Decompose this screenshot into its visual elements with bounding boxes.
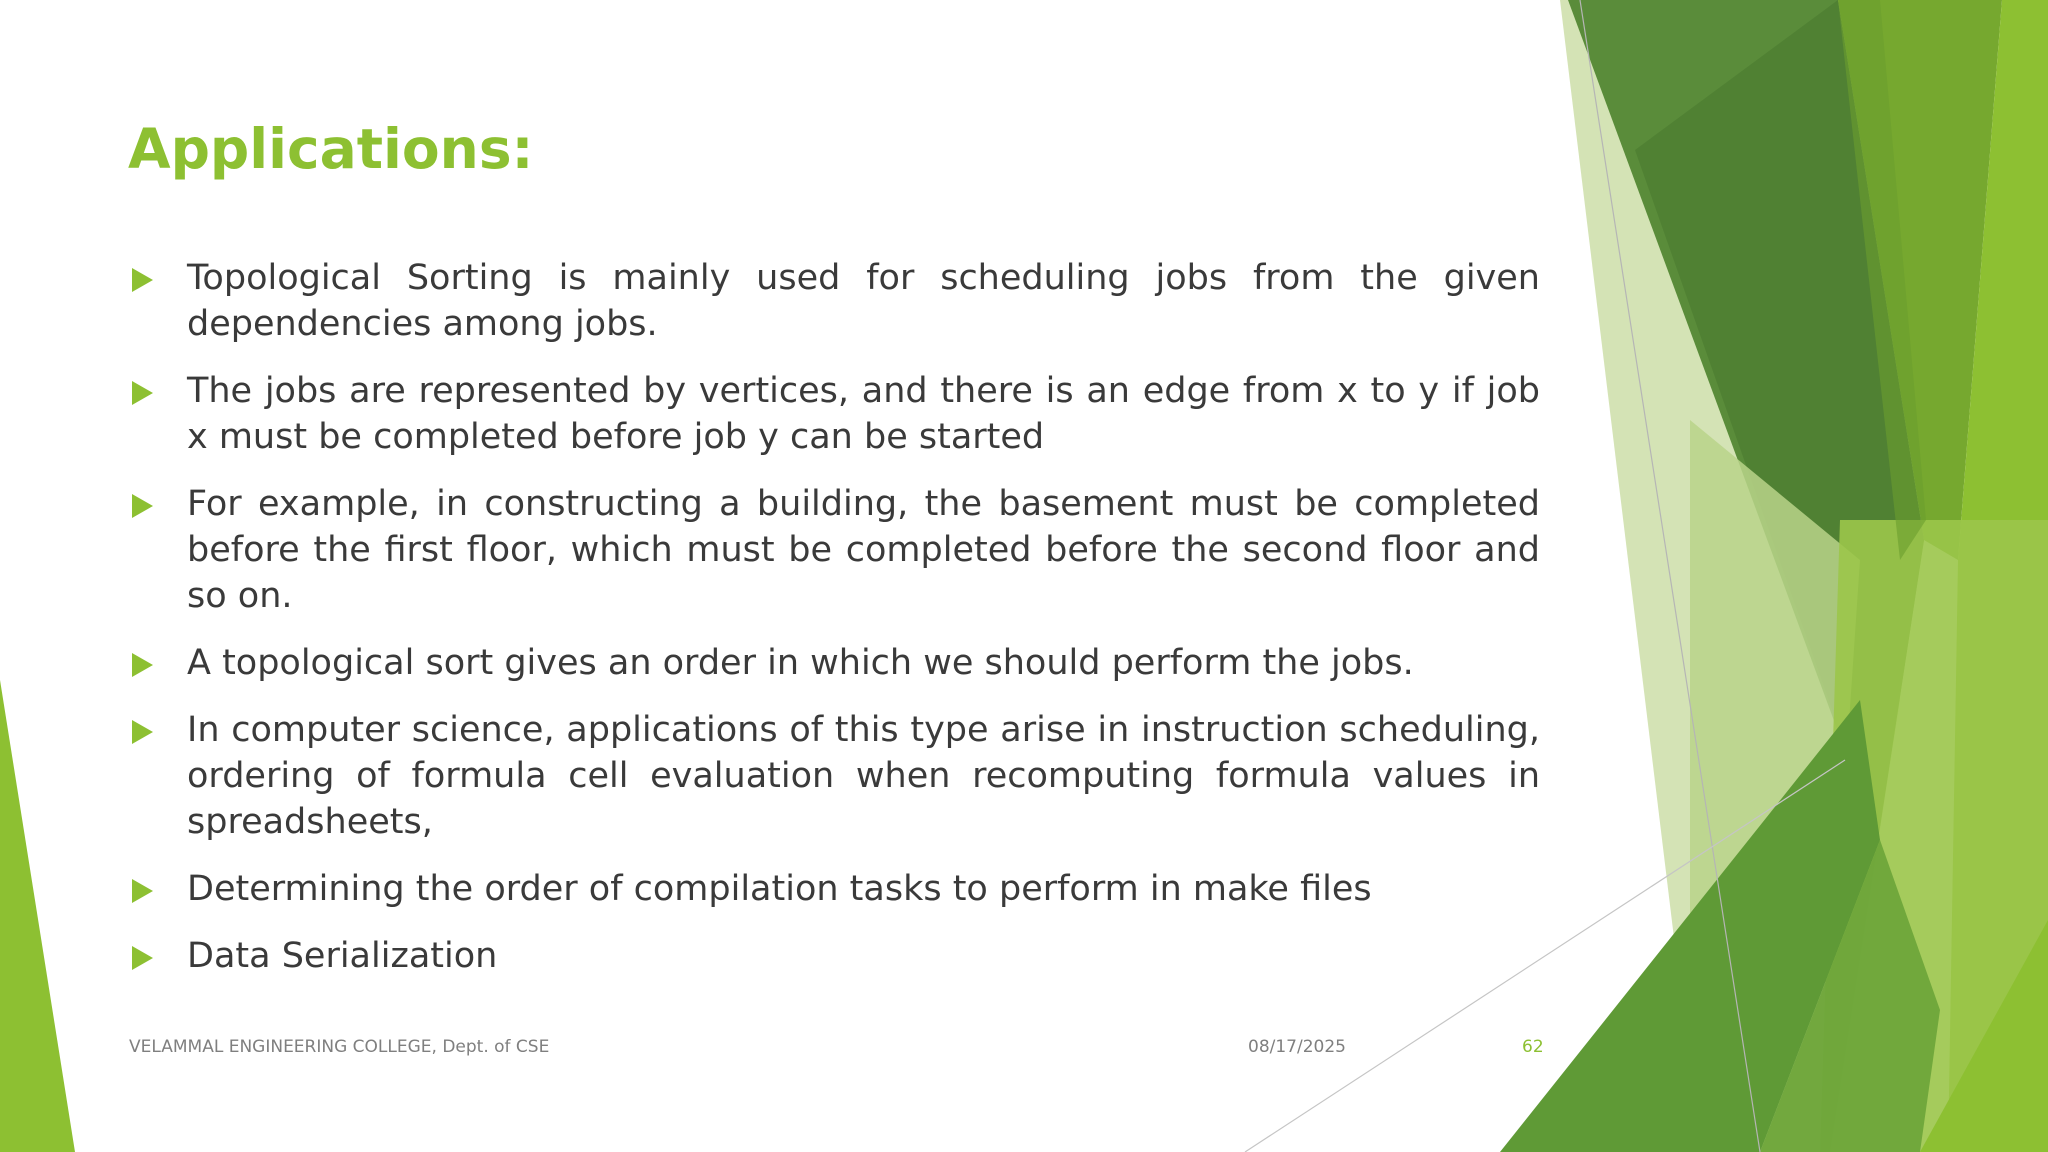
triangle-bullet-icon [132, 946, 153, 970]
triangle-bullet-icon [132, 268, 153, 292]
bullet-item [128, 255, 1540, 347]
bullet-list [128, 255, 1540, 1000]
bullet-text: Topological Sorting is mainly used for scheduling jobs from the given dependencies among jobs. [187, 258, 1540, 344]
triangle-bullet-icon [132, 879, 153, 903]
triangle-bullet-icon [132, 381, 153, 405]
slide-number: 62 [1522, 1037, 1544, 1057]
slide-title: Applications: [128, 117, 534, 181]
bullet-item [128, 866, 1540, 912]
bullet-item [128, 933, 1540, 979]
bullet-item [128, 707, 1540, 845]
bullet-text: In computer science, applications of this type arise in instruction scheduling, ordering of formula cell evaluation when recomputing formula values in spreadsheets, [187, 710, 1540, 842]
footer-date: 08/17/2025 [1248, 1037, 1346, 1057]
bullet-text: Determining the order of compilation tasks to perform in make files [187, 869, 1372, 909]
bullet-text: For example, in constructing a building, the basement must be completed before the first floor, which must be completed before the second floor and so on. [187, 484, 1540, 616]
left-facet [0, 680, 75, 1152]
triangle-bullet-icon [132, 720, 153, 744]
bullet-text: A topological sort gives an order in which we should perform the jobs. [187, 643, 1414, 683]
bullet-text: Data Serialization [187, 936, 498, 976]
triangle-bullet-icon [132, 653, 153, 677]
bullet-item [128, 640, 1540, 686]
triangle-bullet-icon [132, 494, 153, 518]
bullet-text: The jobs are represented by vertices, and there is an edge from x to y if job x must be completed before job y can be started [187, 371, 1540, 457]
bullet-item [128, 481, 1540, 619]
bullet-item [128, 368, 1540, 460]
footer-institution: VELAMMAL ENGINEERING COLLEGE, Dept. of CSE [129, 1037, 550, 1057]
